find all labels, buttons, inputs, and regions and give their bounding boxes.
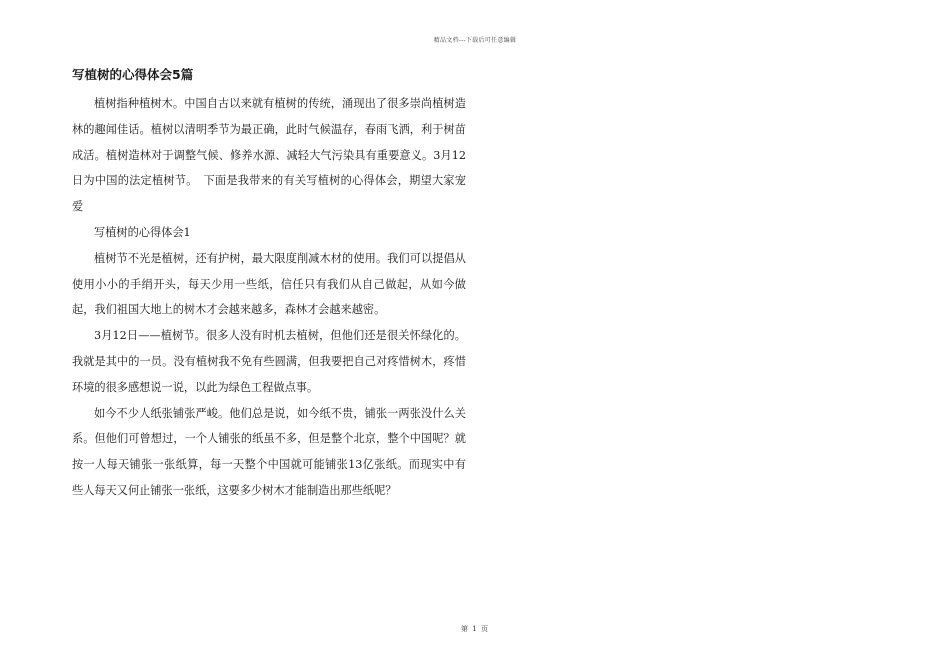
document-title: 写植树的心得体会5篇 bbox=[72, 67, 194, 82]
paragraph-2: 3月12日——植树节。很多人没有时机去植树，但他们还是很关怀绿化的。我就是其中的一员。没有植树我不免有些圆满，但我要把自己对疼惜树木，疼惜环境的很多感想说一说，以此为绿色工程做点事。 bbox=[72, 329, 466, 394]
document-body bbox=[72, 66, 466, 504]
page-number: 第 1 页 bbox=[461, 625, 489, 633]
paragraph-1: 植树节不光是植树，还有护树，最大限度削减木材的使用。我们可以提倡从使用小小的手绢开头，每天少用一些纸，信任只有我们从自己做起，从如今做起，我们祖国大地上的树木才会越来越多，森林才会越来越密。 bbox=[72, 251, 466, 317]
section-heading: 写植树的心得体会1 bbox=[94, 225, 191, 239]
paragraph-intro: 植树指种植树木。中国自古以来就有植树的传统，涌现出了很多崇尚植树造林的趣闻佳话。植树以清明季节为最正确，此时气候温存，春雨飞洒，利于树苗成活。植树造林对于调整气候、修养水源、减轻大气污染具有重要意义。3月12日为中国的法定植树节。 下面是我带来的有关写植树的心得体会，期望大家宠爱 bbox=[72, 97, 466, 214]
paragraph-3: 如今不少人纸张铺张严峻。他们总是说，如今纸不贵，铺张一两张没什么关系。但他们可曾想过，一个人铺张的纸虽不多，但是整个北京，整个中国呢？就按一人每天铺张一张纸算，每一天整个中国就可能铺张13亿张纸。而现实中有些人每天又何止铺张一张纸，这要多少树木才能制造出那些纸呢？ bbox=[72, 406, 466, 497]
page-header: 精品文档---下载后可任意编辑 bbox=[433, 37, 517, 44]
